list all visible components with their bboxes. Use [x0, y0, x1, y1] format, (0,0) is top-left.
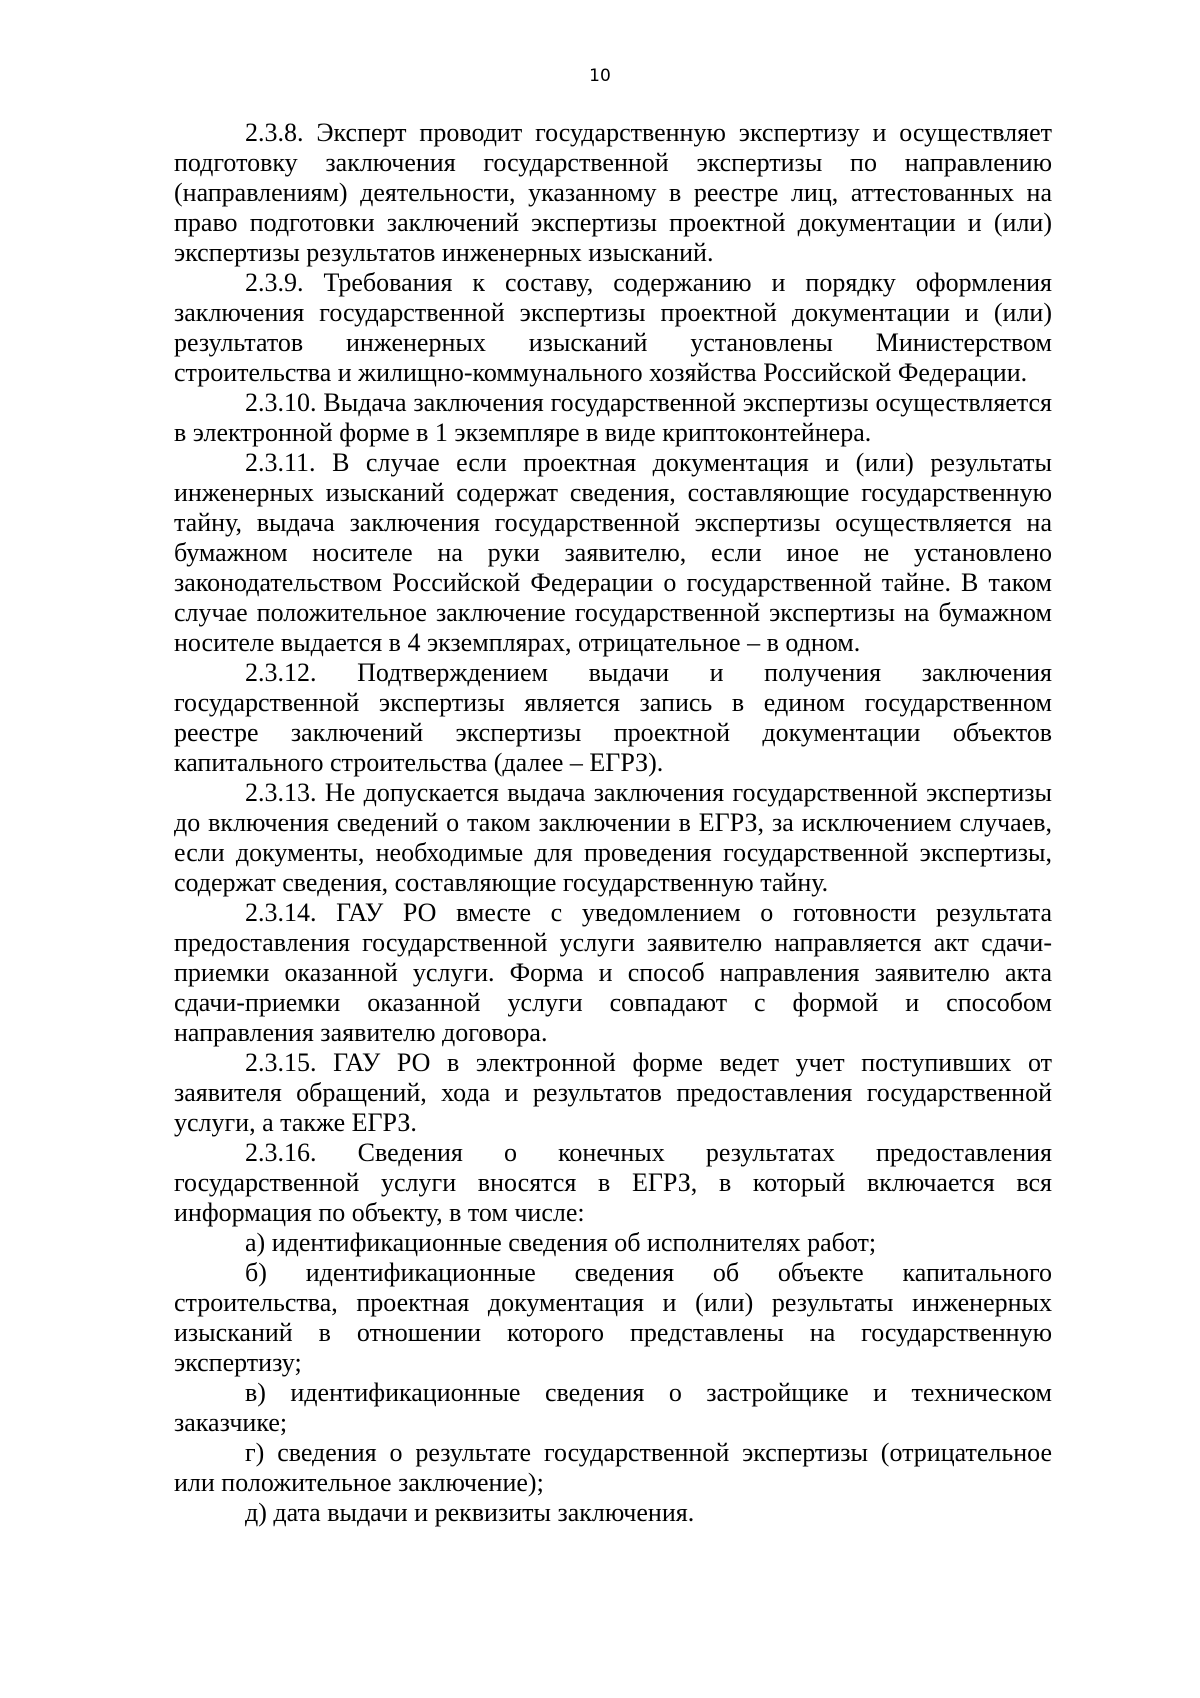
list-item-a: а) идентификационные сведения об исполнителях работ; — [245, 1228, 877, 1257]
paragraph-2-3-16: 2.3.16. Сведения о конечных результатах предоставления государственной услуги вносятся в ЕГРЗ, в который включается вся информация по объекту, в том числе: — [174, 1138, 1052, 1227]
paragraph-2-3-14: 2.3.14. ГАУ РО вместе с уведомлением о готовности результата предоставления государственной услуги заявителю направляется акт сдачи-приемки оказанной услуги. Форма и способ направления заявителю акта сдачи-приемки оказанной услуги совпадают с формой и способом направления заявителю договора. — [174, 898, 1052, 1047]
list-item-b: б) идентификационные сведения об объекте капитального строительства, проектная документация и (или) результаты инженерных изысканий в отношении которого представлены на государственную экспертизу; — [174, 1258, 1052, 1377]
paragraph-2-3-11: 2.3.11. В случае если проектная документация и (или) результаты инженерных изысканий содержат сведения, составляющие государственную тайну, выдача заключения государственной экспертизы осуществляется на бумажном носителе на руки заявителю, если иное не установлено законодательством Российской Федерации о государственной тайне. В таком случае положительное заключение государственной экспертизы на бумажном носителе выдается в 4 экземплярах, отрицательное – в одном. — [174, 448, 1052, 657]
paragraph-2-3-9: 2.3.9. Требования к составу, содержанию и порядку оформления заключения государственной экспертизы проектной документации и (или) результатов инженерных изысканий установлены Министерством строительства и жилищно-коммунального хозяйства Российской Федерации. — [174, 268, 1052, 387]
list-item-v: в) идентификационные сведения о застройщике и техническом заказчике; — [174, 1378, 1052, 1437]
page-number: 10 — [589, 66, 611, 86]
paragraph-2-3-13: 2.3.13. Не допускается выдача заключения государственной экспертизы до включения сведений о таком заключении в ЕГРЗ, за исключением случаев, если документы, необходимые для проведения государственной экспертизы, содержат сведения, составляющие государственную тайну. — [174, 778, 1052, 897]
document-body — [174, 118, 1052, 1528]
paragraph-2-3-15: 2.3.15. ГАУ РО в электронной форме ведет учет поступивших от заявителя обращений, хода и результатов предоставления государственной услуги, а также ЕГРЗ. — [174, 1048, 1052, 1137]
list-item-d: д) дата выдачи и реквизиты заключения. — [245, 1498, 695, 1527]
paragraph-2-3-12: 2.3.12. Подтверждением выдачи и получения заключения государственной экспертизы является запись в едином государственном реестре заключений экспертизы проектной документации объектов капитального строительства (далее – ЕГРЗ). — [174, 658, 1052, 777]
list-item-g: г) сведения о результате государственной экспертизы (отрицательное или положительное заключение); — [174, 1438, 1052, 1497]
paragraph-2-3-10: 2.3.10. Выдача заключения государственной экспертизы осуществляется в электронной форме в 1 экземпляре в виде криптоконтейнера. — [174, 388, 1052, 447]
paragraph-2-3-8: 2.3.8. Эксперт проводит государственную экспертизу и осуществляет подготовку заключения государственной экспертизы по направлению (направлениям) деятельности, указанному в реестре лиц, аттестованных на право подготовки заключений экспертизы проектной документации и (или) экспертизы результатов инженерных изысканий. — [174, 118, 1052, 267]
